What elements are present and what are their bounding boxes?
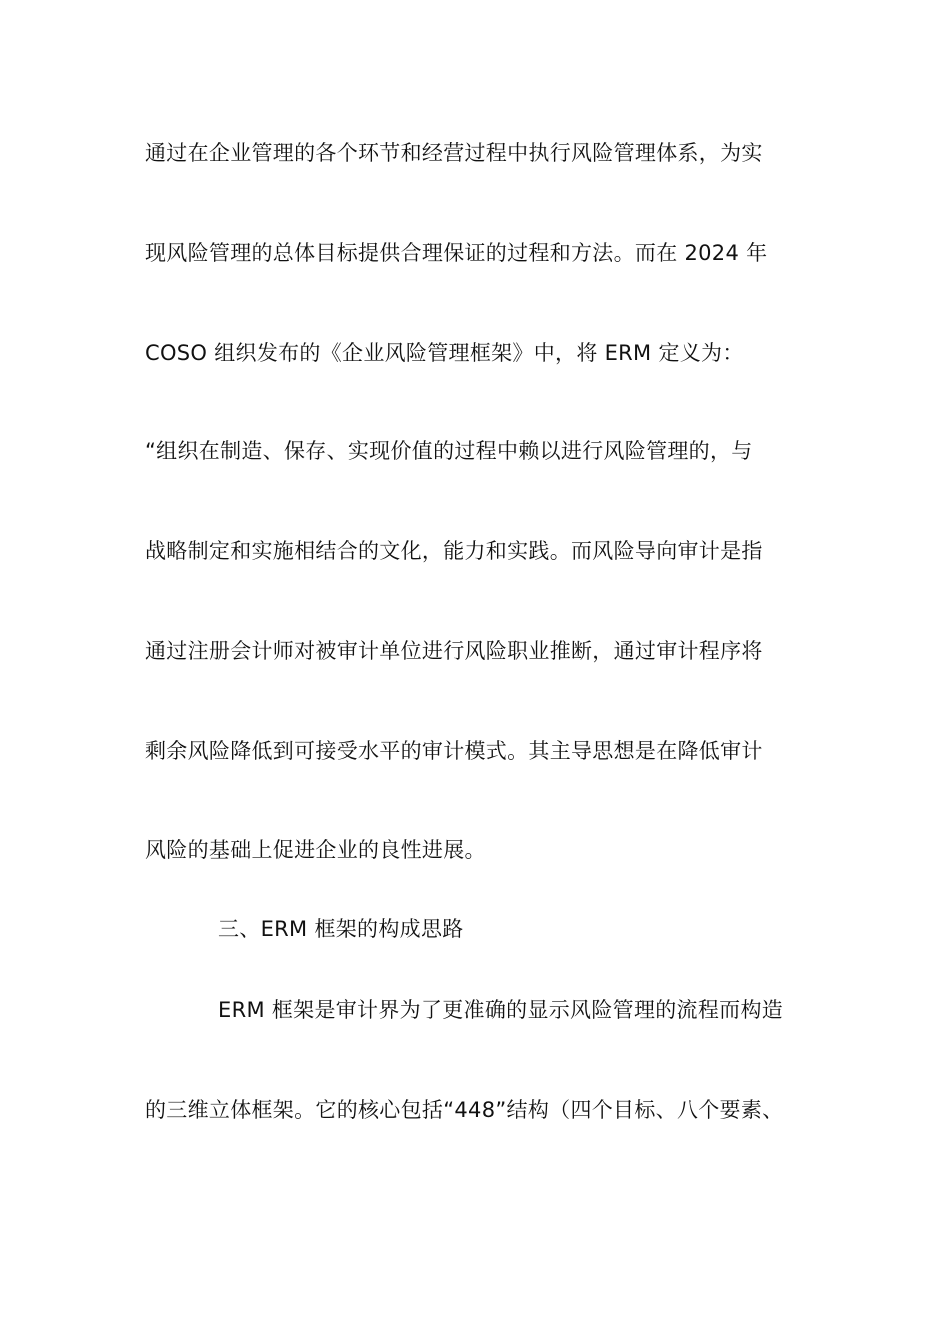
paragraph-line-7: 剩余风险降低到可接受水平的审计模式。其主导思想是在降低审计 — [145, 739, 763, 763]
paragraph-line-2: 现风险管理的总体目标提供合理保证的过程和方法。而在 2024 年 — [145, 241, 768, 265]
paragraph-line-6: 通过注册会计师对被审计单位进行风险职业推断，通过审计程序将 — [145, 639, 763, 663]
paragraph-line-4: “组织在制造、保存、实现价值的过程中赖以进行风险管理的，与 — [145, 439, 753, 463]
paragraph-line-8: 风险的基础上促进企业的良性进展。 — [145, 838, 486, 862]
paragraph-line-10: 的三维立体框架。它的核心包括“448”结构（四个目标、八个要素、 — [145, 1098, 784, 1122]
paragraph-line-9: ERM 框架是审计界为了更准确的显示风险管理的流程而构造 — [218, 998, 784, 1022]
paragraph-line-3: COSO 组织发布的《企业风险管理框架》中，将 ERM 定义为： — [145, 341, 744, 365]
paragraph-line-5: 战略制定和实施相结合的文化，能力和实践。而风险导向审计是指 — [145, 539, 763, 563]
paragraph-line-1: 通过在企业管理的各个环节和经营过程中执行风险管理体系，为实 — [145, 141, 763, 165]
section-heading: 三、ERM 框架的构成思路 — [218, 917, 464, 941]
